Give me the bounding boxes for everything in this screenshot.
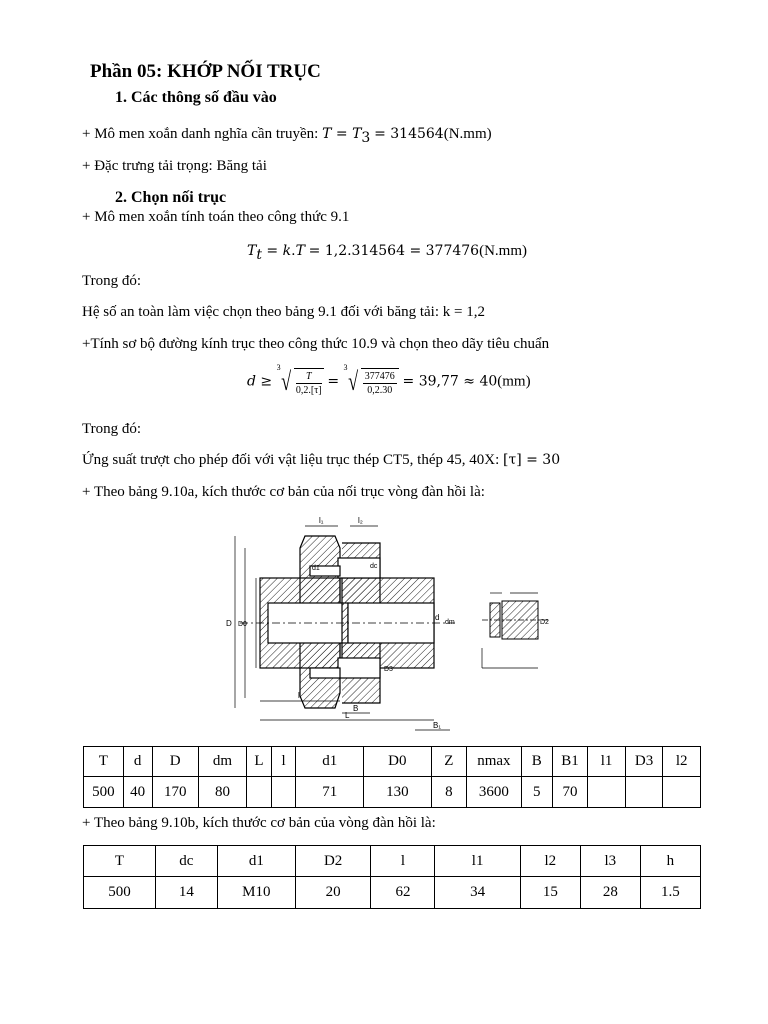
table-cell: l [371,846,435,877]
elastic-ring-drawing [482,593,550,668]
table-cell: l1 [588,747,626,777]
table-cell: l2 [663,747,701,777]
table-cell: D [152,747,198,777]
table-cell: 71 [296,777,364,808]
where-label-1: Trong đó: [82,273,142,289]
table-cell: M10 [217,877,295,909]
table-cell: 34 [435,877,520,909]
table-cell: l [271,747,296,777]
diameter-line: +Tính sơ bộ đường kính trục theo công thức 10.9 và chọn theo dãy tiêu chuẩn [82,336,550,352]
coupling-section [260,536,434,708]
table-cell: B1 [552,747,587,777]
table-cell [625,777,663,808]
table-b [83,845,701,909]
torque-line: + Mô men xoắn danh nghĩa cần truyền: $T = T_3 = 314564(N.mm)$ [82,126,492,146]
table-cell: l3 [580,846,640,877]
table-cell: T [84,747,124,777]
page-title: Phần 05: KHỚP NỐI TRỤC [90,61,321,82]
safety-factor-line: Hệ số an toàn làm việc chọn theo bảng 9.1 đối với băng tải: k = 1,2 [82,304,485,320]
table-a [83,746,701,808]
label-B1: B₁ [433,721,442,730]
where-label-2: Trong đó: [82,421,142,437]
label-d1: d1 [312,565,320,572]
table-cell: 20 [295,877,371,909]
table-cell: l2 [520,846,580,877]
label-dc: dc [370,563,378,570]
label-D2: D2 [540,619,549,626]
table-cell: D2 [295,846,371,877]
table-cell: l1 [435,846,520,877]
table-cell: h [640,846,700,877]
table-cell: 500 [84,777,124,808]
table-cell [271,777,296,808]
table-cell: 130 [364,777,432,808]
label-l1: l₁ [319,516,324,525]
calc-torque-line: + Mô men xoắn tính toán theo công thức 9.1 [82,209,350,225]
table-cell: 500 [84,877,156,909]
stress-line: Ứng suất trượt cho phép đối với vật liệu trục thép CT5, thép 45, 40X: [τ] = 30 [82,452,561,468]
label-D0: D0 [238,621,247,628]
label-d: d [435,613,440,622]
table-cell: dc [155,846,217,877]
table-cell: 5 [521,777,552,808]
load-line: + Đặc trưng tải trọng: Băng tải [82,158,267,174]
table-cell: D3 [625,747,663,777]
table-cell [247,777,272,808]
table-cell: d [123,747,152,777]
table-cell: L [247,747,272,777]
table-row [84,777,701,808]
table-cell: 40 [123,777,152,808]
table-cell: T [84,846,156,877]
table-cell: 170 [152,777,198,808]
table-a-intro: + Theo bảng 9.10a, kích thước cơ bản của nối trục vòng đàn hồi là: [82,484,485,500]
table-cell: 1.5 [640,877,700,909]
table-cell: 62 [371,877,435,909]
table-cell: 80 [198,777,246,808]
table-cell: d1 [296,747,364,777]
table-cell [588,777,626,808]
table-cell: 15 [520,877,580,909]
table-cell: dm [198,747,246,777]
table-cell: B [521,747,552,777]
label-B: B [353,704,359,713]
table-row [84,846,701,877]
table-cell: 8 [431,777,466,808]
table-cell [663,777,701,808]
section2-title: 2. Chọn nối trục [115,189,227,206]
diameter-formula: d ≥ $^3$√ $\frac{T}{0,2.[\tau]}$ = $^3$√ $\frac{377476}{0,2.30}$ = 39,77 ≈ 40(mm) [247,363,531,396]
label-l2: l₂ [358,516,363,525]
label-l: l [298,691,300,700]
table-row [84,877,701,909]
table-row [84,747,701,777]
table-cell: Z [431,747,466,777]
label-L: L [345,711,350,720]
label-D3: D3 [384,666,393,673]
table-cell: 70 [552,777,587,808]
table-cell: nmax [467,747,522,777]
table-b-intro: + Theo bảng 9.10b, kích thước cơ bản của vòng đàn hồi là: [82,815,436,831]
section1-title: 1. Các thông số đầu vào [115,89,277,106]
calc-torque-formula: $T_t = k.T = 1,2.314564 = 377476(N.mm)$ [247,243,527,263]
label-dm: dm [445,619,455,626]
table-cell: d1 [217,846,295,877]
label-D: D [226,619,232,628]
coupling-drawing [220,508,550,738]
table-cell: 28 [580,877,640,909]
table-cell: D0 [364,747,432,777]
table-cell: 3600 [467,777,522,808]
table-cell: 14 [155,877,217,909]
